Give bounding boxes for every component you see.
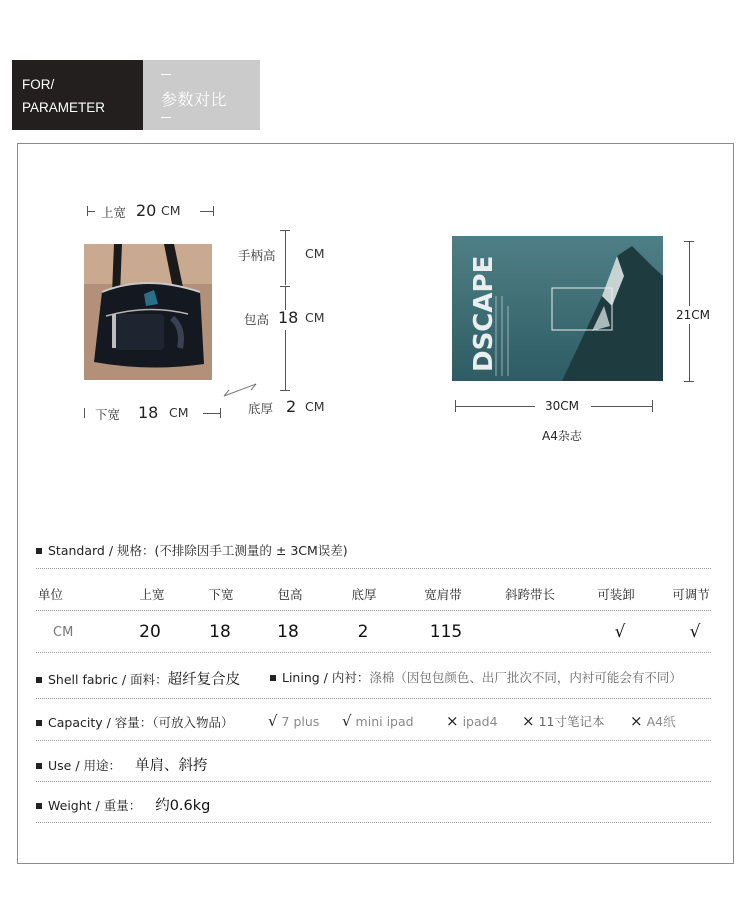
depth-value: 2 bbox=[286, 397, 297, 416]
capacity-item bbox=[522, 712, 604, 730]
table-header: 底厚 bbox=[351, 587, 377, 602]
table-cell: 18 bbox=[277, 622, 299, 642]
bullet-icon bbox=[36, 803, 42, 809]
magazine-height-label: 21CM bbox=[676, 308, 711, 322]
capacity-item bbox=[630, 712, 676, 730]
table-header: 上宽 bbox=[139, 587, 165, 602]
dim-line bbox=[285, 230, 286, 285]
magazine-width-label: 30CM bbox=[545, 399, 580, 413]
table-header: 下宽 bbox=[208, 587, 234, 602]
table-header: 可装卸 bbox=[597, 587, 635, 602]
bottom-width-unit: CM bbox=[169, 405, 189, 420]
standard-label: Standard / 规格：(不排除因手工测量的 ± 3CM误差) bbox=[48, 543, 348, 558]
dim-tick bbox=[280, 390, 290, 391]
header-label-box bbox=[12, 60, 143, 130]
bag-photo bbox=[84, 244, 212, 380]
check-icon: √ bbox=[342, 712, 352, 730]
standard-row bbox=[36, 541, 348, 559]
divider bbox=[36, 698, 711, 699]
check-icon: √ bbox=[268, 712, 278, 730]
bullet-icon bbox=[36, 720, 42, 726]
cross-icon: × bbox=[446, 712, 459, 730]
header-for: FOR/ bbox=[22, 77, 55, 92]
table-cell: 115 bbox=[429, 622, 463, 642]
bullet-icon bbox=[36, 763, 42, 769]
lining-value: 涤棉（因包包颜色、出厂批次不同，内衬可能会有不同） bbox=[369, 670, 682, 685]
shell-fabric-row bbox=[36, 668, 240, 689]
dim-tick bbox=[84, 408, 85, 418]
magazine-cover-word: DSCAPE bbox=[469, 255, 499, 372]
capacity-item-text: 11寸笔记本 bbox=[538, 714, 605, 729]
weight-row bbox=[36, 794, 210, 815]
divider bbox=[36, 822, 711, 823]
dim-line bbox=[87, 211, 95, 212]
depth-arrow-icon bbox=[220, 380, 260, 400]
capacity-item-text: 7 plus bbox=[281, 714, 320, 729]
table-header: 包高 bbox=[277, 587, 303, 602]
dim-line bbox=[203, 413, 221, 414]
depth-label: 底厚 bbox=[248, 401, 274, 416]
capacity-item bbox=[268, 712, 319, 730]
magazine-photo bbox=[452, 236, 663, 381]
divider bbox=[36, 781, 711, 782]
top-width-label: 上宽 bbox=[101, 205, 127, 220]
bag-height-value: 18 bbox=[278, 308, 299, 327]
bottom-width-value: 18 bbox=[138, 403, 159, 422]
capacity-label: Capacity / 容量：（可放入物品） bbox=[48, 715, 234, 730]
top-width-unit: CM bbox=[161, 203, 181, 218]
divider bbox=[36, 610, 711, 611]
lining-label: Lining / 内衬： bbox=[282, 670, 370, 685]
dim-line bbox=[200, 211, 214, 212]
dim-tick bbox=[220, 408, 221, 418]
bag-height-unit: CM bbox=[305, 310, 325, 325]
header-dash-top bbox=[161, 74, 171, 75]
cross-icon: × bbox=[522, 712, 535, 730]
dim-tick bbox=[684, 381, 694, 382]
magazine-caption: A4杂志 bbox=[542, 429, 582, 443]
capacity-item-text: A4纸 bbox=[646, 714, 676, 729]
bullet-icon bbox=[36, 677, 42, 683]
table-cell: 18 bbox=[209, 622, 231, 642]
weight-label: Weight / 重量： bbox=[48, 798, 142, 813]
divider bbox=[36, 740, 711, 741]
lining-row bbox=[270, 668, 682, 686]
dim-line bbox=[591, 406, 652, 407]
capacity-item-text: ipad4 bbox=[462, 714, 498, 729]
handle-height-unit: CM bbox=[305, 246, 325, 261]
table-header: 可调节 bbox=[672, 587, 710, 602]
dim-tick bbox=[213, 206, 214, 216]
table-header: 斜跨带长 bbox=[504, 587, 555, 602]
table-cell: CM bbox=[53, 625, 74, 640]
capacity-item-text: mini ipad bbox=[355, 714, 414, 729]
check-icon: √ bbox=[689, 622, 701, 642]
header-title-box bbox=[143, 60, 260, 130]
table-cell: 2 bbox=[357, 622, 369, 642]
cross-icon: × bbox=[630, 712, 643, 730]
header-title: 参数对比 bbox=[161, 90, 228, 109]
capacity-item bbox=[446, 712, 498, 730]
dim-tick bbox=[652, 400, 653, 412]
weight-value: 约0.6kg bbox=[155, 798, 211, 814]
divider bbox=[36, 568, 711, 569]
table-header: 宽肩带 bbox=[424, 587, 462, 602]
use-value: 单肩、斜挎 bbox=[135, 758, 208, 774]
bag-height-label: 包高 bbox=[244, 312, 270, 327]
dim-line bbox=[455, 406, 535, 407]
use-row bbox=[36, 754, 208, 775]
header-parameter: PARAMETER bbox=[22, 100, 106, 115]
divider bbox=[36, 652, 711, 653]
table-cell: 20 bbox=[139, 622, 161, 642]
dim-line bbox=[285, 286, 286, 310]
table-header: 单位 bbox=[38, 587, 64, 602]
header-dash-bottom bbox=[161, 117, 171, 118]
shell-value: 超纤复合皮 bbox=[167, 672, 241, 688]
depth-unit: CM bbox=[305, 399, 325, 414]
bullet-icon bbox=[36, 548, 42, 554]
top-width-value: 20 bbox=[136, 201, 157, 220]
capacity-row bbox=[36, 713, 234, 731]
use-label: Use / 用途： bbox=[48, 758, 122, 773]
capacity-item bbox=[342, 712, 414, 730]
dim-line bbox=[285, 330, 286, 390]
bottom-width-label: 下宽 bbox=[95, 407, 121, 422]
bullet-icon bbox=[270, 675, 276, 681]
shell-label: Shell fabric / 面料： bbox=[48, 672, 168, 687]
check-icon: √ bbox=[614, 622, 626, 642]
handle-height-label: 手柄高 bbox=[238, 248, 276, 263]
